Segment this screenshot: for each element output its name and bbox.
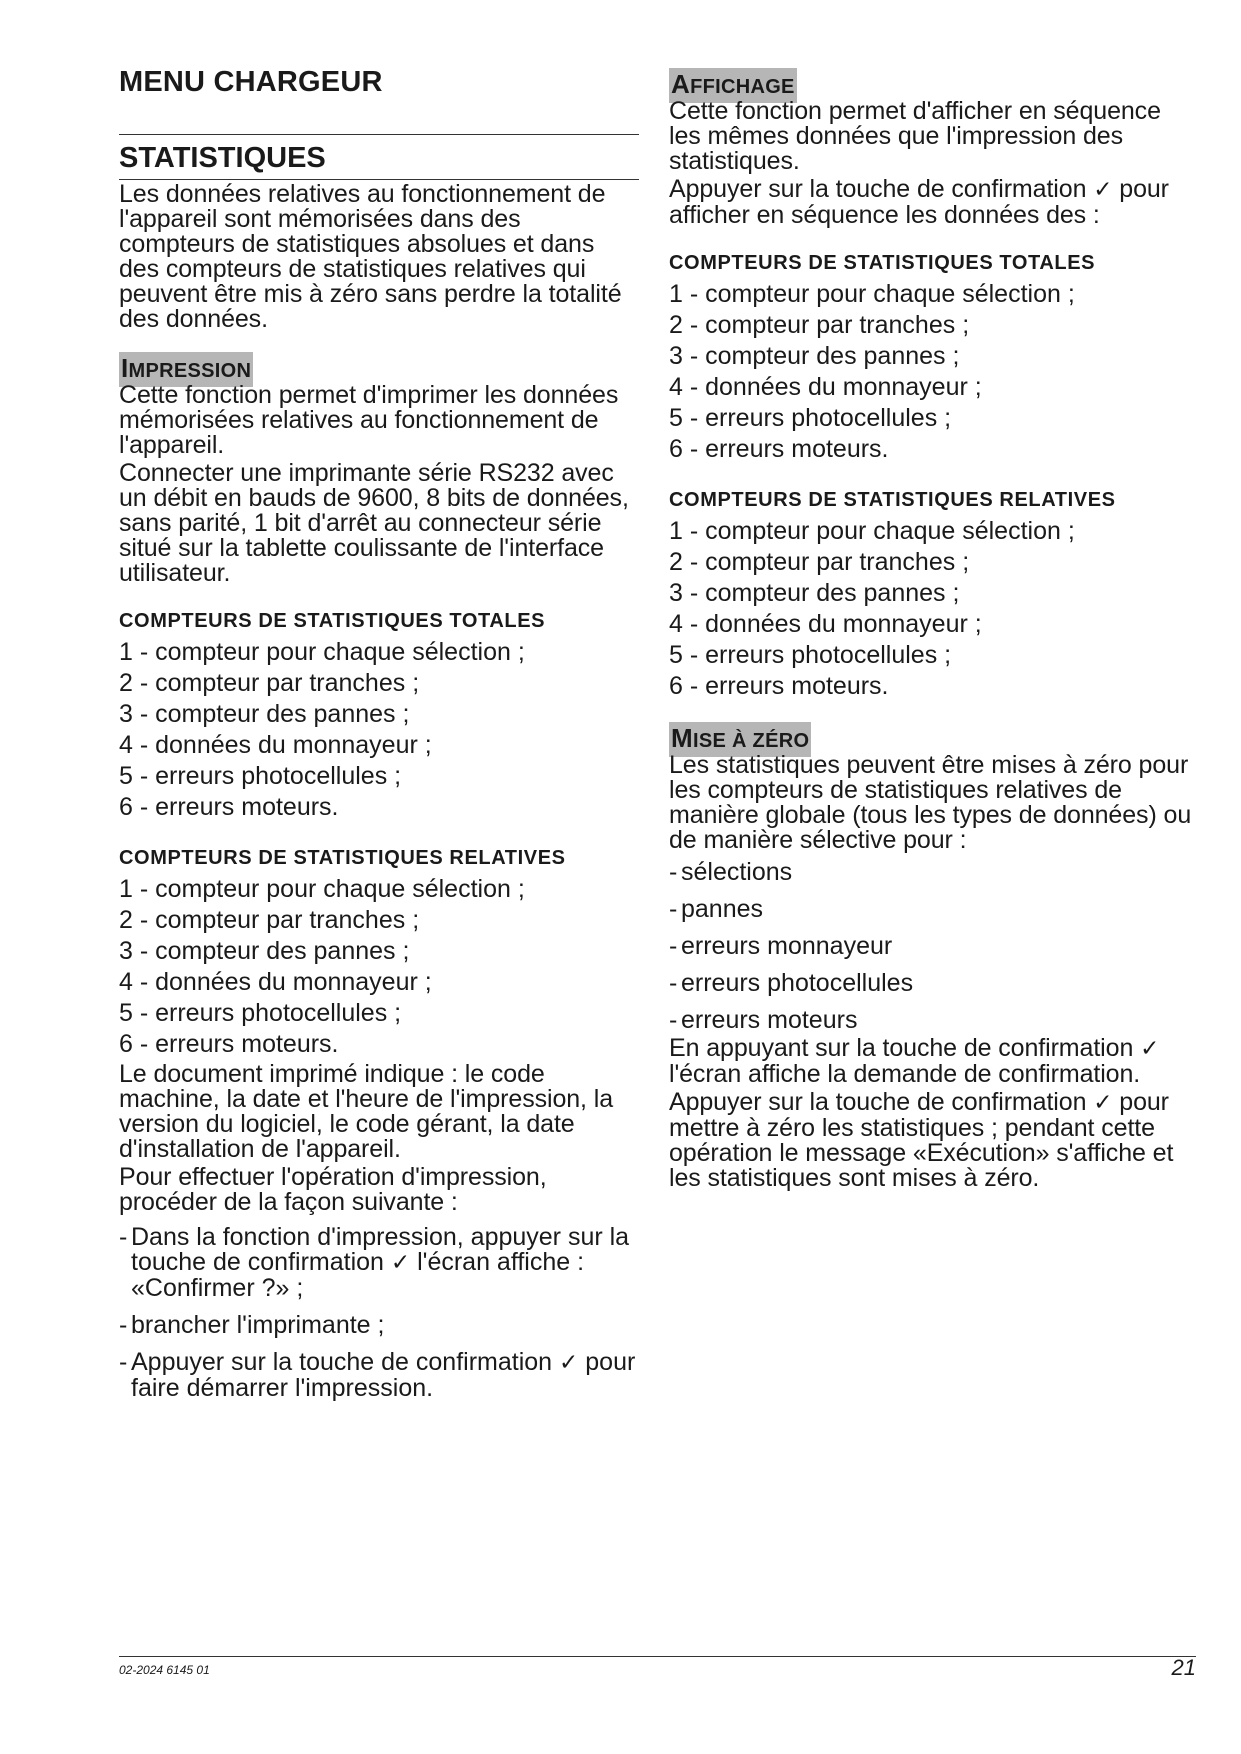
mise-a-zero-items-list — [669, 857, 1196, 1036]
list-item: - brancher l'imprimante ; — [119, 1313, 639, 1338]
impression-totals-heading: COMPTEURS DE STATISTIQUES TOTALES — [119, 610, 546, 632]
check-icon: ✓ — [559, 1350, 579, 1376]
page-title: MENU CHARGEUR — [119, 66, 383, 98]
footer-doc-code: 02-2024 6145 01 — [119, 1663, 210, 1677]
list-item: 2 - compteur par tranches ; — [119, 906, 420, 934]
mise-a-zero-heading: MISE À ZÉRO — [669, 722, 811, 757]
list-item: - sélections — [669, 857, 1196, 888]
impression-steps-list — [119, 1225, 639, 1401]
list-item: 6 - erreurs moteurs. — [669, 672, 889, 700]
mise-a-zero-paragraph-1: Les statistiques peuvent être mises à zéro pour les compteurs de statistiques relatives de manière globale (tous les types de données) ou de manière sélective pour : — [669, 751, 1192, 854]
intro-paragraph: Les données relatives au fonctionnement de l'appareil sont mémorisées dans des compteurs de statistiques absolues et dans des compteurs de statistiques relatives qui peuvent être mis à zéro sans perdre la totalité des données. — [119, 180, 622, 333]
section-title: STATISTIQUES — [119, 134, 639, 180]
list-item: - Appuyer sur la touche de confirmation ✓ pour faire démarrer l'impression. — [119, 1350, 639, 1401]
list-item: 3 - compteur des pannes ; — [669, 342, 960, 370]
affichage-paragraph-1: Cette fonction permet d'afficher en séquence les mêmes données que l'impression des statistiques. — [669, 97, 1161, 175]
left-column — [119, 62, 639, 1413]
affichage-paragraph-2: Appuyer sur la touche de confirmation ✓ pour afficher en séquence les données des : — [669, 175, 1169, 229]
list-item: 2 - compteur par tranches ; — [669, 548, 970, 576]
mise-a-zero-paragraph-3: Appuyer sur la touche de confirmation ✓ pour mettre à zéro les statistiques ; pendant cette opération le message «Exécution» s'affiche et les statistiques sont mises à zéro. — [669, 1088, 1174, 1192]
list-item: - Dans la fonction d'impression, appuyer sur la touche de confirmation ✓ l'écran affiche : «Confirmer ?» ; — [119, 1225, 639, 1301]
page-number: 21 — [1171, 1655, 1196, 1680]
list-item: 1 - compteur pour chaque sélection ; — [119, 638, 525, 666]
impression-relatives-heading: COMPTEURS DE STATISTIQUES RELATIVES — [119, 847, 566, 869]
check-icon: ✓ — [390, 1250, 411, 1276]
list-item: 3 - compteur des pannes ; — [119, 700, 410, 728]
affichage-heading: AFFICHAGE — [669, 68, 797, 103]
impression-totals-list — [119, 637, 639, 823]
list-item: 6 - erreurs moteurs. — [669, 435, 889, 463]
mise-a-zero-heading-wrap — [669, 722, 1196, 753]
list-item: 2 - compteur par tranches ; — [669, 311, 970, 339]
impression-paragraph-3: Le document imprimé indique : le code machine, la date et l'heure de l'impression, la version du logiciel, le code gérant, la date d'installation de l'appareil. — [119, 1060, 614, 1163]
affichage-totals-list — [669, 279, 1196, 465]
list-item: 4 - données du monnayeur ; — [669, 610, 982, 638]
list-item: 1 - compteur pour chaque sélection ; — [669, 517, 1075, 545]
list-item: 5 - erreurs photocellules ; — [119, 762, 402, 790]
list-item: 1 - compteur pour chaque sélection ; — [669, 280, 1075, 308]
impression-relatives-list — [119, 874, 639, 1060]
affichage-totals-heading: COMPTEURS DE STATISTIQUES TOTALES — [669, 252, 1096, 274]
list-item: - erreurs monnayeur — [669, 931, 1196, 962]
mise-a-zero-paragraph-2: En appuyant sur la touche de confirmation ✓ l'écran affiche la demande de confirmation. — [669, 1034, 1160, 1088]
impression-paragraph-1: Cette fonction permet d'imprimer les données mémorisées relatives au fonctionnement de l'appareil. — [119, 381, 619, 459]
list-item: 4 - données du monnayeur ; — [119, 968, 432, 996]
list-item: - erreurs moteurs — [669, 1005, 1196, 1036]
list-item: 5 - erreurs photocellules ; — [669, 404, 952, 432]
list-item: 6 - erreurs moteurs. — [119, 793, 339, 821]
list-item: 2 - compteur par tranches ; — [119, 669, 420, 697]
impression-paragraph-2: Connecter une imprimante série RS232 avec un débit en bauds de 9600, 8 bits de données, sans parité, 1 bit d'arrêt au connecteur série situé sur la tablette coulissante de l'interface utilisateur. — [119, 459, 629, 587]
check-icon: ✓ — [1093, 177, 1113, 203]
list-item: - erreurs photocellules — [669, 968, 1196, 999]
list-item: 4 - données du monnayeur ; — [669, 373, 982, 401]
impression-paragraph-4: Pour effectuer l'opération d'impression, procéder de la façon suivante : — [119, 1163, 547, 1216]
footer-divider — [119, 1656, 1196, 1657]
affichage-relatives-heading: COMPTEURS DE STATISTIQUES RELATIVES — [669, 489, 1116, 511]
list-item: 5 - erreurs photocellules ; — [119, 999, 402, 1027]
list-item: - pannes — [669, 894, 1196, 925]
check-icon: ✓ — [1140, 1036, 1160, 1062]
list-item: 6 - erreurs moteurs. — [119, 1030, 339, 1058]
list-item: 3 - compteur des pannes ; — [669, 579, 960, 607]
list-item: 4 - données du monnayeur ; — [119, 731, 432, 759]
right-column — [669, 62, 1196, 1194]
affichage-relatives-list — [669, 516, 1196, 702]
check-icon: ✓ — [1093, 1090, 1113, 1116]
list-item: 3 - compteur des pannes ; — [119, 937, 410, 965]
impression-heading-wrap — [119, 352, 639, 383]
affichage-heading-wrap — [669, 68, 1196, 99]
list-item: 5 - erreurs photocellules ; — [669, 641, 952, 669]
impression-heading: IMPRESSION — [119, 352, 253, 387]
list-item: 1 - compteur pour chaque sélection ; — [119, 875, 525, 903]
